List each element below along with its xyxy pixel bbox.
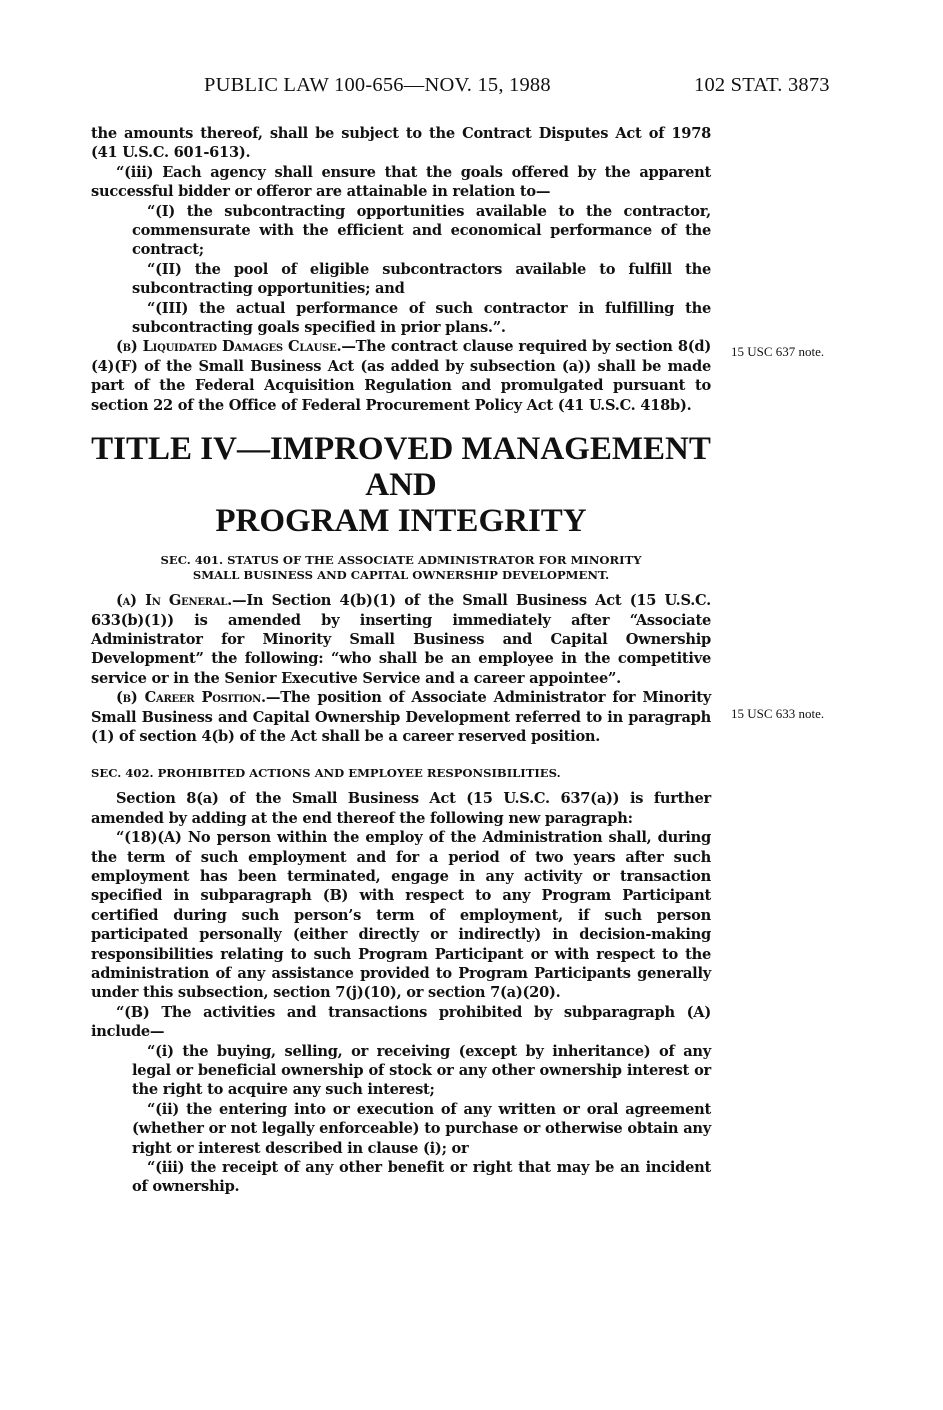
- margin-note-usc-633: 15 USC 633 note.: [731, 706, 825, 721]
- subsection-text: —The contract clause required by section 8(d)(4)(F) of the Small Business Act (as added by subsection (a)) shall be made part of the Federal Acquisition Regulation and promulgated pursuant to section 22 of the Office of Federal Procurement Policy Act (41 U.S.C. 418b).: [91, 338, 711, 414]
- subsection-heading: (a) In General.: [116, 592, 232, 610]
- paragraph-section-8a-amendment: Section 8(a) of the Small Business Act (15 U.S.C. 637(a)) is further amended by adding at the end thereof the following new paragraph:: [91, 790, 711, 827]
- margin-note-usc-637: 15 USC 637 note.: [731, 344, 825, 359]
- body-text: [91, 124, 711, 1197]
- paragraph-subclause-III: “(III) the actual performance of such contractor in fulfilling the subcontracting goals specified in prior plans.”.: [132, 299, 711, 337]
- subsection-heading: (b) Liquidated Damages Clause.: [116, 338, 342, 356]
- subsection-text: —In Section 4(b)(1) of the Small Business Act (15 U.S.C. 633(b)(1)) is amended by inserting immediately after “Associate Administrator for Minority Small Business and Capital Ownership Development” the following: “who shall be an employee in the competitive service or in the Senior Executive Service and a career appointee”.: [91, 592, 711, 687]
- paragraph-clause-i: “(i) the buying, selling, or receiving (except by inheritance) of any legal or beneficial ownership of stock or any other ownership interest or the right to acquire any such interest;: [132, 1042, 711, 1099]
- paragraph-in-general: [91, 591, 711, 688]
- paragraph-subclause-II: “(II) the pool of eligible subcontractors available to fulfill the subcontracting opportunities; and: [132, 260, 711, 298]
- paragraph-clause-ii: “(ii) the entering into or execution of any written or oral agreement (whether or not legally enforceable) to purchase or otherwise obtain any right or interest described in clause (i); or: [132, 1100, 711, 1157]
- paragraph-18B: “(B) The activities and transactions prohibited by subparagraph (A) include—: [91, 1003, 711, 1041]
- section-401-heading-line-2: SMALL BUSINESS AND CAPITAL OWNERSHIP DEVELOPMENT.: [192, 568, 610, 583]
- section-402-heading: SEC. 402. PROHIBITED ACTIONS AND EMPLOYEE RESPONSIBILITIES.: [91, 766, 561, 781]
- paragraph-18A: “(18)(A) No person within the employ of the Administration shall, during the term of such employment and for a period of two years after such employment has been terminated, engage in any activity or transaction specified in subparagraph (B) with respect to any Program Participant certified during such person’s term of employment, if such person participated personally (either directly or indirectly) in decision-making responsibilities relating to such Program Participant or with respect to the administration of any assistance provided to Program Participants generally under this subsection, section 7(j)(10), or section 7(a)(20).: [91, 829, 711, 1002]
- section-401-heading-line-1: SEC. 401. STATUS OF THE ASSOCIATE ADMINISTRATOR FOR MINORITY: [160, 553, 642, 568]
- paragraph-clause-iii: “(iii) Each agency shall ensure that the goals offered by the apparent successful bidder or offeror are attainable in relation to—: [91, 163, 711, 201]
- title-heading: [91, 431, 711, 539]
- running-header-stat-page: 102 STAT. 3873: [694, 74, 830, 96]
- subsection-heading: (b) Career Position.: [116, 689, 266, 707]
- paragraph-clause-iii-final: “(iii) the receipt of any other benefit or right that may be an incident of ownership.: [132, 1159, 711, 1196]
- running-header-title: PUBLIC LAW 100-656—NOV. 15, 1988: [204, 74, 551, 96]
- paragraph-career-position: [91, 688, 711, 746]
- paragraph-continuation: the amounts thereof, shall be subject to the Contract Disputes Act of 1978 (41 U.S.C. 601-613).: [91, 125, 711, 162]
- section-401-heading: [91, 553, 711, 583]
- subsection-text: —The position of Associate Administrator for Minority Small Business and Capital Ownership Development referred to in paragraph (1) of section 4(b) of the Act shall be a career reserved position.: [91, 689, 711, 745]
- paragraph-subclause-I: “(I) the subcontracting opportunities available to the contractor, commensurate with the efficient and economical performance of the contract;: [132, 202, 711, 259]
- title-heading-line-1: TITLE IV—IMPROVED MANAGEMENT AND: [91, 431, 711, 504]
- title-heading-line-2: PROGRAM INTEGRITY: [215, 503, 587, 540]
- paragraph-liquidated-damages: [91, 337, 711, 415]
